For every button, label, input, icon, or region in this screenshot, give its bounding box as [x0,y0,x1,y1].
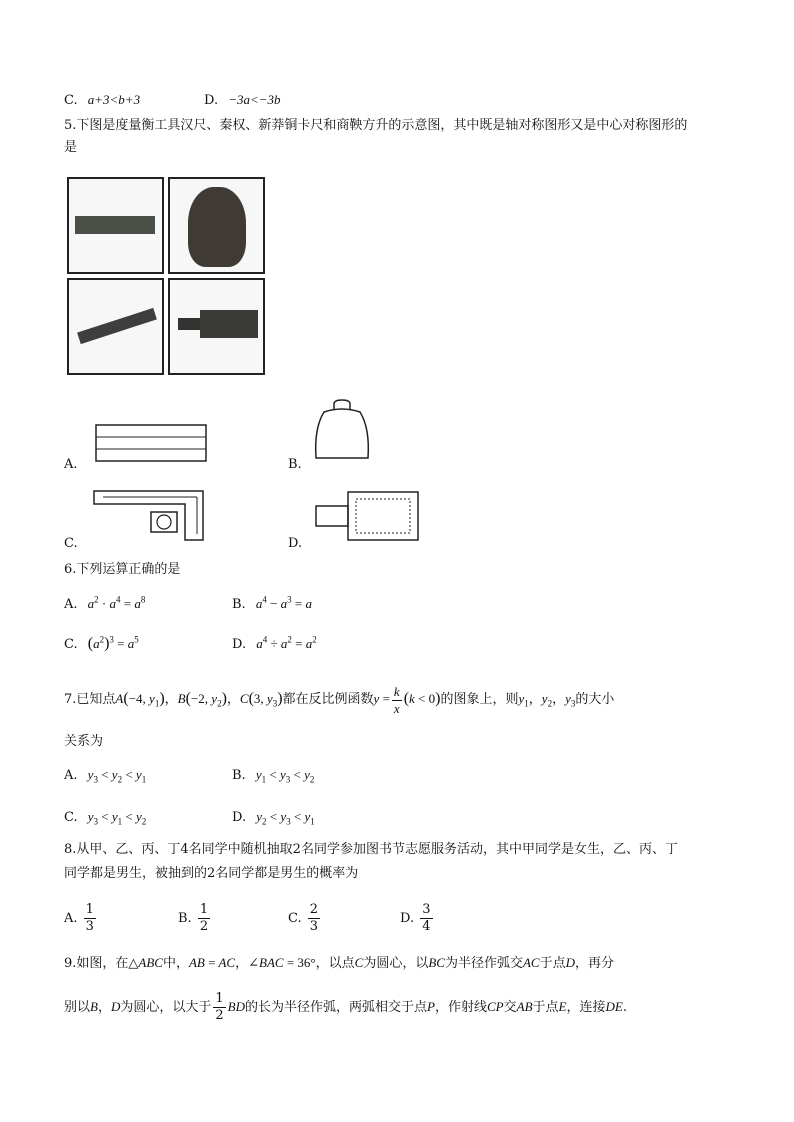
q5-option-d-figure [314,490,420,542]
ruler-shape [75,216,155,234]
sheng-box [200,310,258,338]
q6-stem: 6.下列运算正确的是 [64,562,181,577]
q6-option-c: C. $(a^2)^3 = a^5$ [64,634,139,652]
weight-shape [188,187,246,267]
q5-option-a-label: A. [64,457,78,472]
q8-option-c: C. $\frac{2}{3}$ [288,902,319,934]
q9-stem-line1: 9.如图，在△ABC中，AB = AC，∠BAC = 36°，以点C为圆心，以BC为半径作弧交AC于点D，再分 [64,955,615,971]
q7-stem-line2: 关系为 [64,734,104,749]
q5-stem-line1: 5.下图是度量衡工具汉尺、秦权、新莽铜卡尺和商鞅方升的示意图，其中既是轴对称图形又是中心对称图形的 [64,118,688,133]
q7-option-a: A. $y_3 < y_2 < y_1$ [64,767,147,785]
q7-option-c: C. $y_3 < y_1 < y_2$ [64,809,147,827]
caliper-shape [77,308,157,344]
q7-option-d: D. $y_2 < y_3 < y_1$ [232,809,315,827]
q8-option-b: B. $\frac{1}{2}$ [178,902,209,934]
photo-qin-weight [168,177,265,274]
q8-stem-line1: 8.从甲、乙、丙、丁4名同学中随机抽取2名同学参加图书节志愿服务活动，其中甲同学是女生，乙、丙、丁 [64,842,678,857]
sheng-handle [178,318,200,330]
q6-option-d: D. $a^4 \div a^2 = a^2$ [232,634,317,652]
photo-shang-yang-sheng [168,278,265,375]
q4-option-d-expr: −3a<−3b [228,92,281,107]
q4-option-d: D. −3a<−3b [204,92,281,108]
q5-option-c-label: C. [64,536,78,551]
q5-option-b-figure [312,398,372,466]
q5-option-d-label: D. [288,536,303,551]
q5-option-b-label: B. [288,457,302,472]
photo-caliper [67,278,164,375]
q4-option-c-expr: a+3<b+3 [87,92,141,107]
q5-option-c-figure [93,490,205,542]
q7-option-b: B. $y_1 < y_3 < y_2$ [232,767,315,785]
q8-option-a: A. $\frac{1}{3}$ [64,902,94,934]
q8-stem-line2: 同学都是男生，被抽到的2名同学都是男生的概率为 [64,866,359,881]
q9-stem-line2: 别以B，D为圆心，以大于 $\frac{1}{2}$ BD的长为半径作弧，两弧相交于点P，作射线CP交AB于点E，连接DE. [64,991,627,1023]
q7-stem-line1: 7.已知点A(−4, $y_1$)，B(−2, $y_2$)，C(3, $y_3$)都在反比例函数y = $\frac{k}{x}$ (k < 0)的图象上，则$y_1$，$y_2$，$y_3$的大小 [64,683,615,716]
photo-han-ruler [67,177,164,274]
q4-option-c: C. a+3<b+3 [64,92,141,108]
q6-option-a: A. $a^2 \cdot a^4 = a^8$ [64,594,146,612]
q5-option-a-figure [95,424,207,462]
q5-stem-line2: 是 [64,140,78,155]
q8-option-d: D. $\frac{3}{4}$ [400,902,431,934]
q6-option-b: B. $a^4 - a^3 = a$ [232,594,313,612]
